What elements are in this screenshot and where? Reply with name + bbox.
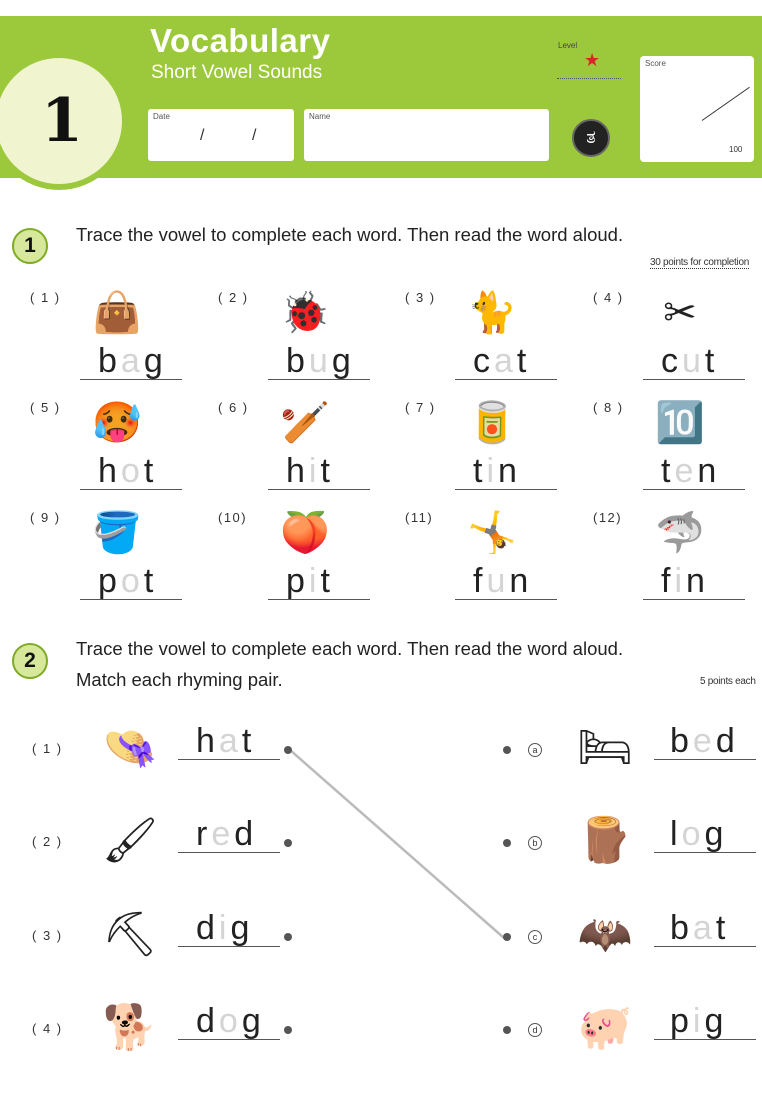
baseline [643, 599, 745, 600]
match-dot-right[interactable] [503, 1026, 511, 1034]
trace-word[interactable]: hit [286, 452, 334, 490]
trace-vowel: o [120, 562, 144, 600]
trace-vowel: o [681, 815, 705, 853]
lesson-number: 1 [41, 86, 83, 156]
section-2-instruction-2: Match each rhyming pair. [76, 669, 283, 690]
level-line [557, 78, 621, 79]
star-icon: ★ [584, 50, 601, 70]
match-line [290, 750, 504, 938]
vowel-item [405, 510, 580, 620]
trace-vowel: a [120, 342, 144, 380]
section-2-points: 5 points each [700, 676, 756, 687]
trace-vowel: a [218, 722, 242, 760]
trace-word[interactable]: log [670, 815, 728, 853]
trace-word[interactable]: ten [661, 452, 721, 490]
date-label: Date [153, 112, 170, 121]
score-max: 100 [729, 145, 743, 154]
trace-word[interactable]: pit [286, 562, 334, 600]
trace-word[interactable]: hat [196, 722, 256, 760]
row-number: ( 3 ) [32, 928, 63, 943]
baseline [643, 379, 745, 380]
item-number: (10) [218, 510, 248, 525]
section-1-number: 1 [12, 228, 48, 264]
baseline [80, 489, 182, 490]
trace-vowel: a [692, 909, 716, 947]
bag-icon: 👜 [92, 291, 142, 335]
item-number: ( 5 ) [30, 400, 61, 415]
baseline [80, 379, 182, 380]
trace-vowel: o [218, 1002, 242, 1040]
match-dot-right[interactable] [503, 933, 511, 941]
baseline [455, 489, 557, 490]
fin-icon: 🦈 [655, 511, 705, 555]
item-number: ( 9 ) [30, 510, 61, 525]
trace-vowel: u [682, 342, 705, 380]
name-label: Name [309, 112, 331, 121]
trace-vowel: a [494, 342, 517, 380]
trace-word[interactable]: cat [473, 342, 531, 380]
match-dot-left[interactable] [284, 933, 292, 941]
dog-icon: 🐕 [102, 1003, 158, 1052]
dig-icon: ⛏ [102, 910, 158, 959]
trace-word[interactable]: tin [473, 452, 521, 490]
match-dot-left[interactable] [284, 746, 292, 754]
trace-vowel: u [486, 562, 510, 600]
log-icon: 🪵 [577, 816, 633, 865]
vowel-item [30, 400, 205, 510]
vowel-item [405, 400, 580, 510]
trace-vowel: u [308, 342, 332, 380]
match-dot-left[interactable] [284, 839, 292, 847]
trace-vowel: i [486, 452, 499, 490]
baseline [178, 852, 280, 853]
cut-icon: ✂ [663, 291, 697, 335]
trace-word[interactable]: red [196, 815, 258, 853]
section-2-instruction: Trace the vowel to complete each word. Then read the word aloud. [76, 638, 624, 659]
trace-word[interactable]: hot [98, 452, 158, 490]
trace-word[interactable]: bag [98, 342, 167, 380]
ten-icon: 🔟 [655, 401, 705, 445]
vowel-item [218, 400, 393, 510]
baseline [268, 489, 370, 490]
trace-word[interactable]: pig [670, 1002, 728, 1040]
option-letter: c [528, 930, 542, 944]
match-dot-right[interactable] [503, 839, 511, 847]
hot-icon: 🥵 [92, 401, 142, 445]
trace-word[interactable]: fun [473, 562, 533, 600]
row-number: ( 1 ) [32, 741, 63, 756]
fun-icon: 🤸 [467, 511, 517, 555]
item-number: ( 6 ) [218, 400, 249, 415]
vowel-item [593, 510, 762, 620]
trace-vowel: i [674, 562, 687, 600]
baseline [268, 379, 370, 380]
trace-word[interactable]: pot [98, 562, 158, 600]
item-number: ( 1 ) [30, 290, 61, 305]
bug-icon: 🐞 [280, 291, 330, 335]
date-field[interactable] [148, 109, 294, 161]
section-1-points: 30 points for completion [650, 257, 749, 268]
item-number: ( 2 ) [218, 290, 249, 305]
trace-vowel: i [308, 562, 321, 600]
score-label: Score [645, 59, 666, 68]
vowel-item [593, 400, 762, 510]
item-number: ( 8 ) [593, 400, 624, 415]
date-separator: / [252, 127, 257, 144]
vowel-item [218, 510, 393, 620]
section-1-instruction: Trace the vowel to complete each word. Then read the word aloud. [76, 224, 624, 245]
baseline [654, 852, 756, 853]
trace-vowel: e [692, 722, 716, 760]
trace-vowel: i [218, 909, 231, 947]
trace-word[interactable]: bug [286, 342, 355, 380]
bed-icon: 🛏 [577, 723, 633, 772]
trace-word[interactable]: bat [670, 909, 730, 947]
vowel-item [593, 290, 762, 400]
baseline [178, 1039, 280, 1040]
vowel-item [218, 290, 393, 400]
face-icon: ತ [572, 119, 610, 157]
name-field[interactable] [304, 109, 549, 161]
row-number: ( 2 ) [32, 834, 63, 849]
item-number: ( 7 ) [405, 400, 436, 415]
vowel-item [405, 290, 580, 400]
paint-icon: 🖌 [102, 816, 158, 865]
trace-vowel: e [674, 452, 698, 490]
level-label: Level [558, 41, 578, 50]
vowel-item [30, 290, 205, 400]
trace-word[interactable]: fin [661, 562, 709, 600]
bat-icon: 🦇 [577, 910, 633, 959]
baseline [455, 379, 557, 380]
hit-icon: 🏏 [280, 401, 330, 445]
baseline [654, 946, 756, 947]
item-number: (11) [405, 510, 434, 525]
pig-icon: 🐖 [577, 1003, 633, 1052]
page-subtitle: Short Vowel Sounds [151, 62, 323, 83]
date-separator: / [200, 127, 205, 144]
trace-vowel: i [692, 1002, 705, 1040]
baseline [178, 946, 280, 947]
option-letter: d [528, 1023, 542, 1037]
pit-icon: 🍑 [280, 511, 330, 555]
match-dot-right[interactable] [503, 746, 511, 754]
baseline [178, 759, 280, 760]
baseline [80, 599, 182, 600]
pot-icon: 🪣 [92, 511, 142, 555]
page-title: Vocabulary [150, 22, 331, 59]
trace-word[interactable]: bed [670, 722, 739, 760]
trace-vowel: i [308, 452, 321, 490]
match-dot-left[interactable] [284, 1026, 292, 1034]
baseline [455, 599, 557, 600]
item-number: (12) [593, 510, 623, 525]
option-letter: b [528, 836, 542, 850]
baseline [643, 489, 745, 490]
trace-vowel: o [120, 452, 144, 490]
row-number: ( 4 ) [32, 1021, 63, 1036]
baseline [654, 1039, 756, 1040]
cat-icon: 🐈 [467, 291, 517, 335]
tin-icon: 🥫 [467, 401, 517, 445]
baseline [654, 759, 756, 760]
trace-word[interactable]: cut [661, 342, 719, 380]
vowel-item [30, 510, 205, 620]
hat-icon: 👒 [102, 723, 158, 772]
section-2-number: 2 [12, 643, 48, 679]
baseline [268, 599, 370, 600]
item-number: ( 4 ) [593, 290, 624, 305]
option-letter: a [528, 743, 542, 757]
item-number: ( 3 ) [405, 290, 436, 305]
trace-word[interactable]: dig [196, 909, 254, 947]
trace-word[interactable]: dog [196, 1002, 265, 1040]
trace-vowel: e [211, 815, 235, 853]
